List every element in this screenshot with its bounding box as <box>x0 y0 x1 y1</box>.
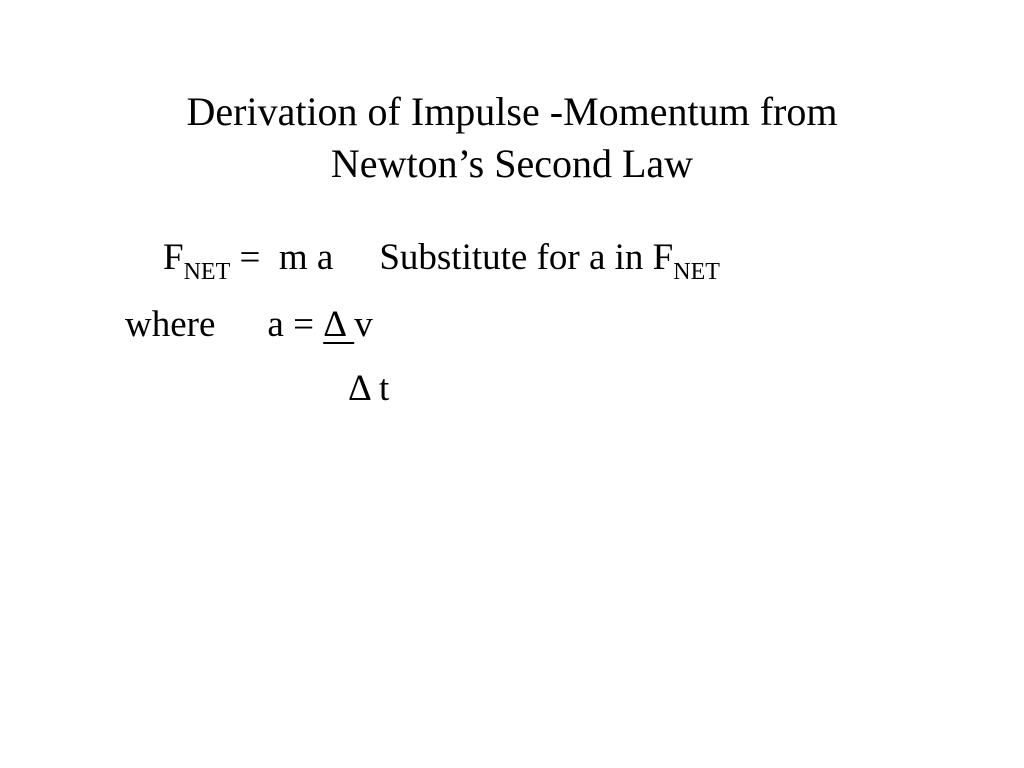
mass-times-acceleration: m a <box>278 237 334 278</box>
substitution-note-subscript: NET <box>673 259 720 285</box>
force-symbol: F <box>163 237 184 278</box>
newton-second-law-equation <box>163 236 720 284</box>
title-line-1: Derivation of Impulse -Momentum from <box>186 89 838 134</box>
acceleration-equals: a = <box>267 304 314 345</box>
slide-title <box>0 86 1024 190</box>
delta-t-denominator: Δ t <box>348 368 390 409</box>
substitution-note: Substitute for a in F <box>379 237 674 278</box>
velocity-variable: v <box>354 304 373 345</box>
delta-numerator: Δ <box>323 304 355 345</box>
title-line-2: Newton’s Second Law <box>330 141 694 186</box>
where-label: where <box>125 304 216 345</box>
force-subscript: NET <box>183 259 231 285</box>
equals-sign: = <box>239 237 261 278</box>
acceleration-definition <box>125 303 373 347</box>
